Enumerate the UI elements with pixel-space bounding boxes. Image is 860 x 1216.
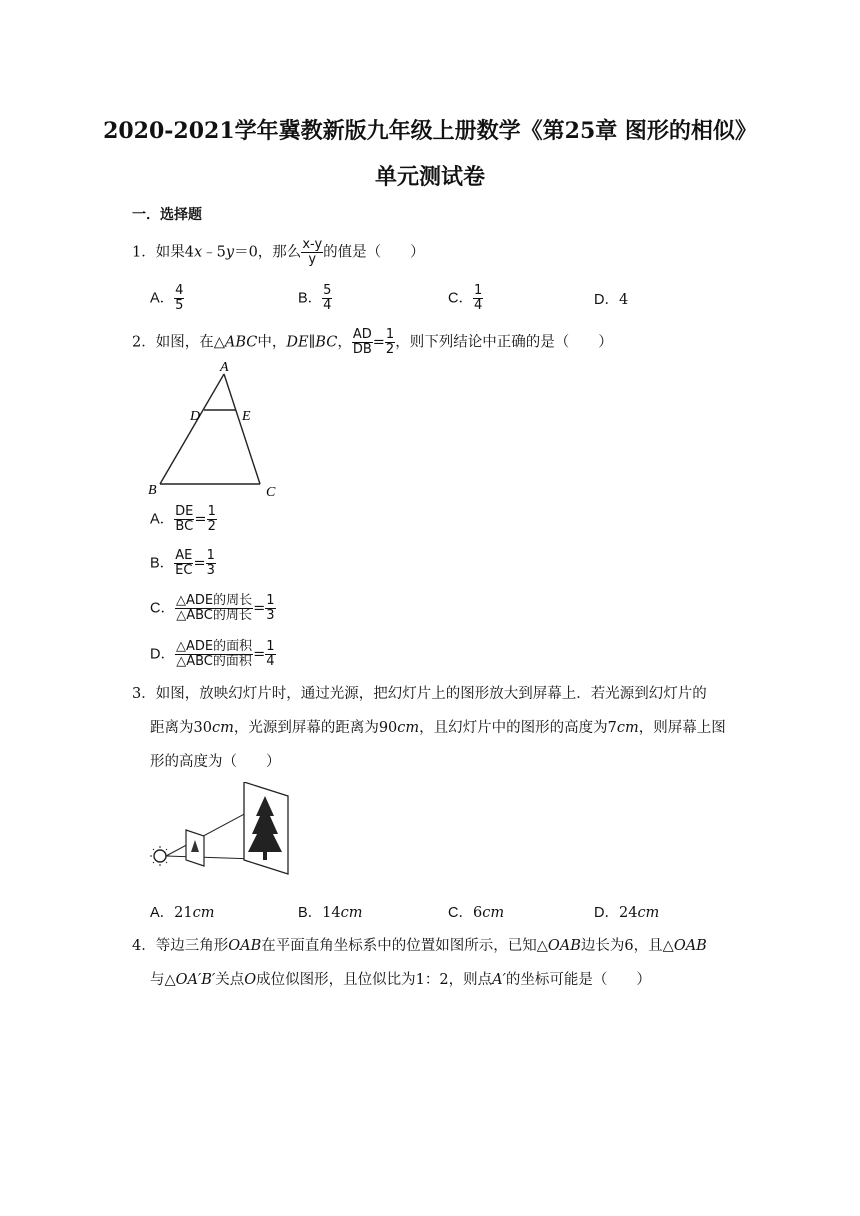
section-heading: 一．选择题 xyxy=(132,207,202,223)
q2-option-c: C． $\frac{\text{△ADE的周长}}{\text{△ABC的周长}}$ = $\frac{1}{3}$ xyxy=(150,593,275,623)
projector-figure xyxy=(148,782,298,882)
q3-option-d: D．24cm xyxy=(594,905,660,921)
q1-option-c: C． $\frac{1}{4}$ xyxy=(448,283,483,313)
question-3-line-2: 距离为30cm，光源到屏幕的距离为90cm，且幻灯片中的图形的高度为7cm，则屏幕上图 xyxy=(150,720,726,736)
q1-option-b: B． $\frac{5}{4}$ xyxy=(298,283,332,313)
q3-option-a: A．21cm xyxy=(150,905,215,921)
label-b: B xyxy=(148,483,157,498)
question-1: 1．如果4x﹣5y＝0，那么 $\frac{x-y}{y}$ 的值是（ ） xyxy=(132,237,425,267)
q3-option-b: B．14cm xyxy=(298,905,363,921)
title-line-1: 2020-2021学年冀教新版九年级上册数学《第25章 图形的相似》 xyxy=(103,118,757,144)
title-line-2: 单元测试卷 xyxy=(374,164,485,190)
sun-icon xyxy=(154,850,166,862)
q2-option-d: D． $\frac{\text{△ADE的面积}}{\text{△ABC的面积}}$ = $\frac{1}{4}$ xyxy=(150,639,275,669)
question-3-line-3: 形的高度为（ ） xyxy=(150,754,281,770)
label-c: C xyxy=(266,485,276,500)
question-3-line-1: 3．如图，放映幻灯片时，通过光源，把幻灯片上的图形放大到屏幕上．若光源到幻灯片的 xyxy=(132,686,707,702)
q2-option-a: A． $\frac{DE}{BC}$ = $\frac{1}{2}$ xyxy=(150,504,216,534)
question-4-line-2: 与△OA′B′关点O成位似图形，且位似比为1：2，则点A′的坐标可能是（ ） xyxy=(150,972,651,988)
q1-option-a: A． $\frac{4}{5}$ xyxy=(150,283,184,313)
triangle-figure xyxy=(142,360,282,502)
q3-option-c: C．6cm xyxy=(448,905,505,921)
question-2: 2．如图，在△ABC中，DE∥BC， $\frac{AD}{DB}$ = $\frac{1}{2}$ ，则下列结论中正确的是（ ） xyxy=(132,327,613,357)
q2-option-b: B． $\frac{AE}{EC}$ = $\frac{1}{3}$ xyxy=(150,548,215,578)
question-4-line-1: 4．等边三角形OAB在平面直角坐标系中的位置如图所示，已知△OAB边长为6，且△OAB xyxy=(132,938,707,954)
label-d: D xyxy=(190,409,201,424)
q1-option-d: D．4 xyxy=(594,292,629,308)
label-e: E xyxy=(242,409,251,424)
q1-fraction: $\frac{x-y}{y}$ xyxy=(302,237,323,267)
label-a: A xyxy=(220,360,229,375)
